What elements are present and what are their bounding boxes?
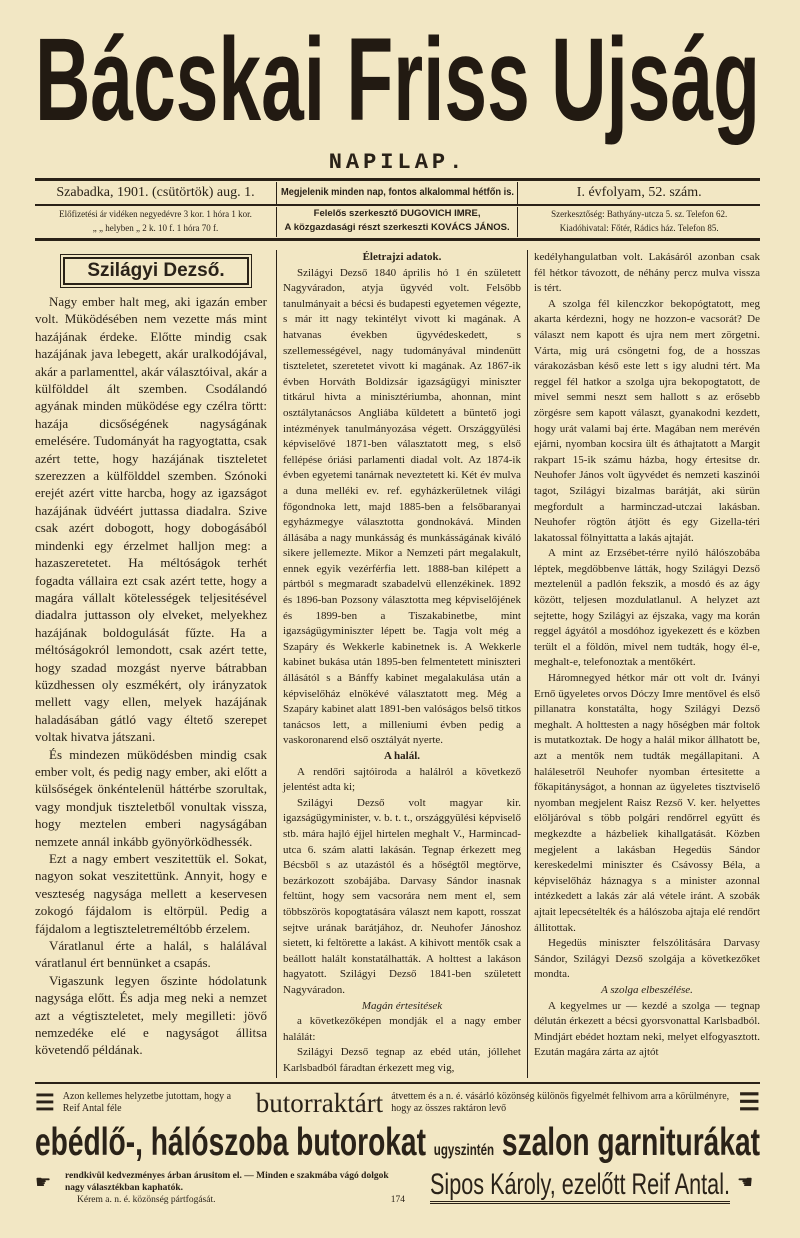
- pointing-hand-icon: ☛: [35, 1172, 52, 1192]
- paragraph: kedélyhangulatban volt. Lakásáról azonban csak fél hétkor távozott, de néhány percz mulva vissza is tért.: [534, 251, 760, 295]
- header-row: [35, 182, 760, 204]
- publication-frequency: Megjelenik minden nap, fontos alkalommal hétfőn is.: [280, 187, 514, 198]
- ad-number: 174: [390, 1195, 405, 1205]
- paragraph: Szilágyi Dezső volt magyar kir. igazságügyminister, v. b. t. t., országgyülési képviselő stb. mára hajló éjjel hirtelen meghalt V., Harmincad-utca 6. szám alatti lakásán. Tegnap érkezett meg Bécsből s az utazástól és a hőségtől megtörve, bezárkozott szobájába. Darvasy Sándor inasnak feltünt, hogy sem vacsorára nem ment el, sem többszörös kopogtatására választ nem kapott, rosszat sejtve urának barátjához, dr. Neuhofer Jánoshoz sietett, ki feltörette a lakást. A kihivott mentők csak a beállott halált konstatálhatták. A holttest a lakáson hagyatott. Szilágyi Dezső 1841-ben született Nagyváradon.: [283, 796, 521, 996]
- section-heading: A szolga elbeszélése.: [601, 983, 693, 996]
- paragraph: A mint az Erzsébet-térre nyiló hálószobába léptek, megdöbbenve látták, hogy Szilágyi Dezső meztelenül a padlón fekszik, a mosdó és az ágy között, teljesen mozdulatlanul. A helyzet azt sejtette, hogy Szilágyi az éjszaka, vagy ma korán reggel ágyától a mosdóhoz igyekezett és e közben terült el a földön, mivel nem tudták, hogy él-e, meghalt-e, telefonoztak a mentőkért.: [534, 547, 760, 669]
- paragraph: A szolga fél kilenczkor bekopógtatott, meg akarta kérdezni, hogy ne hozzon-e vacsorát? De választ nem kapott és ujra nem mert zörgetni. Várta, mig urá csöngetni fog, de a hosszas várakozásban késő este lett s igy aludni tért. Ma reggel fél hatkor a szolga ujra bekopogtatott, de mivel semmi neszt sem hallott s az erősebb zörgésre sem kapott választ, gyanakodni kezdett, hogy urát valami baj érte. Magában nem merévén ejárni, nyomban kocsira ült és áthajtatott a Margit rakpart 15-ik számu házba, hogy értesitse dr. Neuhofer János volt ügyvédet és nemzeti kaszinói tagot, Szilágyi bizalmas barátját, aki sürün megfordult a harminczad-utczai lakásban. Neuhofer rögtön átjött és egy Gizella-téri lakatossal fölnyittatta a lakás ajtaját.: [534, 297, 760, 544]
- divider: [35, 238, 760, 241]
- ad-banner-part: szalon garniturákat: [501, 1121, 760, 1164]
- section-heading: Életrajzi adatok.: [362, 251, 442, 263]
- ad-headline: butorraktárt: [255, 1088, 384, 1118]
- publishing-office: Kiadóhivatal: Főtér, Rádics ház. Telefon 85.: [559, 223, 719, 233]
- furniture-advertisement: [35, 1088, 760, 1208]
- paragraph: Háromnegyed hétkor már ott volt dr. Iványi Ernő ügyeletes orvos Dóczy Imre mentővel és első pillanatra konstatálta, hogy Szilágyi Dezső meghalt. A holttesten a nagy hőségben már foltok is mutatkoztak. De hogy a halál mikor állhatott be, azt a mentők nem tudták megállapitani. A halálesetről Neuhofer nyomban értesitette a főkapitányságot, a honnan az ügyeletes tisztviselő nyomban megjelent Raisz Rezső V. ker. helyettes elöljáróval s több polgári rendőrrel együtt és megkezdte a házbeliek kihallgatását. Közben megjelent a lakásban Hegedüs Sándor kereskedelmi miniszter és Csávossy Béla, a képviselőház háznagya s a minister azonnal intézkedett a lakás zár alá vétele iránt. A szobák ajtait lepecsételték és a hálószoba ajtaja elé rendőrt állitottak.: [534, 672, 760, 934]
- pointing-hand-icon: ☚: [737, 1172, 754, 1192]
- column-1: [35, 250, 267, 1078]
- ad-banner: [35, 1122, 760, 1164]
- paragraph: Hegedüs miniszter felszólitására Darvasy Sándor, Szilágyi Dezső szolgája a következőket mondta.: [534, 937, 760, 981]
- divider: [35, 178, 760, 181]
- ad-text: átvettem és a n. é. vásárló közönség különös figyelmét felhivom arra a körülményre, hogy az összes raktáron levő: [391, 1091, 730, 1114]
- ad-banner-part: ebédlő-, hálószoba butorokat: [35, 1121, 426, 1164]
- economic-editor: A közgazdasági részt szerkeszti KOVÁCS JÁNOS.: [284, 222, 510, 233]
- ad-intro: Azon kellemes helyzetbe jutottam, hogy a Reif Antal féle: [62, 1091, 232, 1114]
- ad-signature: Sipos Károly, ezelőtt Reif Antal.: [430, 1168, 730, 1201]
- ad-banner-part: ugyszintén: [433, 1142, 495, 1159]
- paragraph: Szilágyi Dezső 1840 április hó 1 én született Nagyváradon, atyja ügyvéd volt. Felsőbb tanulmányait a bécsi és budapesti egyetemen végezte, s már itt nagy tekintélyt vivott ki magának. A hatvanas években ügyvédeskedett, s szellemességével, nagy tudományával mindenütt tiszteletet, szeretetet vivott ki magának. Az 1867-ik évben Horváth Boldizsár igazságügyi miniszter titkárul hivta a minisztériumba, ahonnan, mint osztálytanácsos Angliába küldetett a büntető jogi intézmények tanulmányozása végett. Országgyülési képviselővé 1871-ben választatott meg, s első fellépése óriási parlamenti diadal volt. Az 1874-ik évben egyetemi tanárnak neveztetett ki. Két év mulva a duna melléki ev. ref. egyházkerületnek világi főgondnoka lett, majd 1885-ben a felsőbaranyai egyházmegye választotta gondnokává. Minden állásába a nagy munkásság és munkásságának kiváló sikere jellemezte. Mikor a Nemzeti párt megalakult, ennek egyik vezérférfia lett. 1888-ban kilépett a pártból s megmaradt szabadelvü ellenzékinek. 1892 és 1896-ban Pozsony választotta meg képviselőjének és 1899-ben a Tiszakabinetbe, mint igazságügyminiszter lépett be. Tagja volt még a Szapáry és Wekkerle kabinetnek is. A Wekkerle kabinet bukása után 1895-ben felmentetett miniszteri állásától s a Bánffy kabinet megalakulása után a képviselőház elnökévé választatott meg. Még a Szapáry kabinet alatt 1891-ben valóságos belső titkos tanácsos lett, a milleniumi évben pedig a vaskoronarend első osztályát nyerte.: [283, 266, 521, 747]
- divider: [35, 204, 760, 206]
- subscription-price: Előfizetési ár vidéken negyedévre 3 kor. 1 hóra 1 kor.: [59, 209, 252, 219]
- section-heading: Magán értesitések: [361, 999, 443, 1012]
- paragraph: Szilágyi Dezső tegnap az ebéd után, jóllehet Karlsbadból fáradtan érkezett meg vig,: [283, 1046, 521, 1074]
- paragraph: És mindezen müködésben mindig csak ember volt, és pedig nagy ember, aki előtt a külsőségek önkéntelenül háttérbe szorultak, vagy mondjuk tiszteletből vonultak vissza, hogy meztelen emberi nagyságában nemzete annál inkább gyönyörködhessék.: [35, 746, 267, 849]
- editorial-office: Szerkesztőség: Bathyány-utcza 5. sz. Telefon 62.: [551, 209, 728, 219]
- masthead-title: Bácskai Friss Ujság: [35, 14, 760, 146]
- paragraph: Nagy ember halt meg, aki igazán ember volt. Müködésében nem vezette más mint hazájának érdeke. Előtte mindig csak hazájának java lebegett, akár uralkodójával, akár a parlamenttel, akár választóival, akár a külfölddel ált szemben. Csodálandó agyának minden müködése egy czélra törtt: hazája dicsőségének nagyságának emelésére. Tudományát ha ragyogtatta, csak azért tette, hogy hazájának tiszteletet szerezzen a külfölddel szemben. Szónoki erejét azért vitte harcba, hogy az igazságot hazájának üdvéért juttassa diadalra. Szive csak azért dobogott, hogy dobogásából mindenki egy érzelmet halljon meg: a hazaszeretetet. Ha méltóságok terhét fogadta vállaira ezt csak azért tette, hogy a magára vállalt kötelességek teljesitésével diadalra juttasson oly elveket, melyekhez hazájának boldogulását fűzte. Ha a méltóságokról lemondott, csak azért tette, hogy szadad mozgást nyerve bátrabban küzdhessen oly eszmékért, oly irányzatok mellett vagy ellen, melyek hazájának haladásában gátló vagy éltető szerepet voltak hivatva játszani.: [35, 294, 267, 745]
- column-3: [527, 250, 760, 1078]
- ad-offer: rendkivül kedvezményes árban árusitom el. — Minden e szakmába vágó dolgok nagy választékban kaphatók.: [65, 1171, 389, 1193]
- column-2: [276, 250, 521, 1078]
- paragraph: A kegyelmes ur — kezdé a szolga — tegnap délután érkezett a bécsi gyorsvonattal Karlsbadból. Mindjárt ebédet hoztam neki, melyet elfogyasztott. Ezután magára zárta az ajtót: [534, 999, 760, 1059]
- article-title: Szilágyi Dezső.: [63, 257, 249, 285]
- volume-number: I. évfolyam, 52. szám.: [576, 185, 702, 200]
- paragraph: Vigaszunk legyen őszinte hódolatunk nagysága előtt. És adja meg neki a nemzet azt a végtiszteletet, mely megilleti: jövő nemzedéke elé e nagyságot állitsa követendő példának.: [35, 972, 267, 1058]
- editor: Felelős szerkesztő DUGOVICH IMRE,: [313, 208, 481, 219]
- masthead-subtitle: NAPILAP.: [328, 150, 467, 175]
- ornament-icon: ☰: [35, 1090, 55, 1115]
- section-heading: A halál.: [383, 750, 421, 762]
- paragraph: A rendőri sajtóiroda a halálról a következő jelentést adta ki;: [283, 765, 521, 794]
- paragraph: Ezt a nagy embert veszitettük el. Sokat, nagyon sokat veszitettünk. Annyit, hogy e veszteség nagysága mellett a keservesen zokogó fájdalom is eltörpül. Pedig a fájdalom a legtiszteletreméltóbb érzelem.: [35, 851, 267, 936]
- subscription-price-local: „ „ helyben „ 2 k. 10 f. 1 hóra 70 f.: [92, 223, 219, 233]
- issue-date: Szabadka, 1901. (csütörtök) aug. 1.: [56, 185, 255, 200]
- header-info-row: [35, 207, 760, 237]
- paragraph: Váratlanul érte a halál, s halálával váratlanul ért bennünket a csapás.: [35, 938, 267, 971]
- ornament-icon: ☰: [738, 1090, 760, 1116]
- divider: [35, 1082, 760, 1084]
- ad-request: Kérem a. n. é. közönség pártfogását.: [77, 1195, 216, 1205]
- paragraph: a következőképen mondják el a nagy ember halálát:: [283, 1015, 521, 1043]
